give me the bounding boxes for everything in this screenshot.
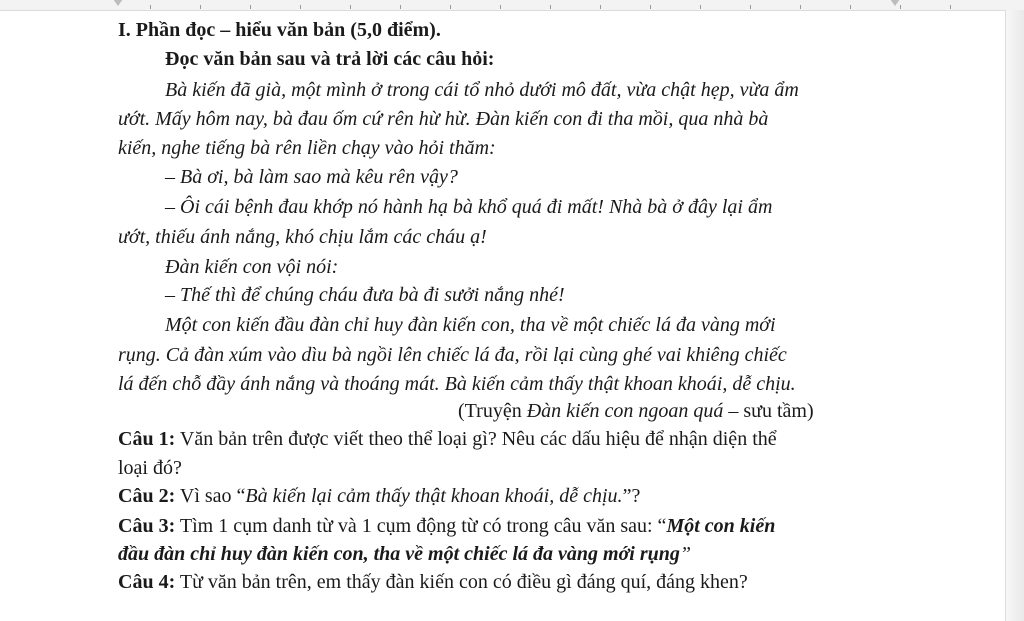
- ruler-tick: [600, 5, 601, 9]
- source-open: (Truyện: [458, 400, 527, 422]
- question-3-prefix: Tìm 1 cụm danh từ và 1 cụm động từ có trong câu văn sau: “: [175, 515, 667, 537]
- question-4-text: Từ văn bản trên, em thấy đàn kiến con có điều gì đáng quí, đáng khen?: [175, 571, 748, 593]
- question-2: [118, 483, 640, 509]
- question-3-label: Câu 3:: [118, 515, 176, 537]
- section-title: I. Phần đọc – hiểu văn bản (5,0 điểm).: [118, 19, 441, 41]
- ruler-tick: [200, 5, 201, 9]
- ruler-tick: [350, 5, 351, 9]
- passage-line: ướt. Mấy hôm nay, bà đau ốm cứ rên hừ hừ. Đàn kiến con đi tha mồi, qua nhà bà: [118, 108, 769, 130]
- ruler-tick: [950, 5, 951, 9]
- question-3-suffix: ”: [679, 543, 692, 565]
- vertical-scrollbar[interactable]: [1005, 10, 1024, 621]
- passage-line: ướt, thiếu ánh nắng, khó chịu lắm các cháu ạ!: [118, 226, 487, 248]
- passage-line: – Thế thì để chúng cháu đưa bà đi sưởi nắng nhé!: [165, 284, 565, 306]
- passage-line: – Bà ơi, bà làm sao mà kêu rên vậy?: [165, 166, 458, 188]
- passage-line: kiến, nghe tiếng bà rên liền chạy vào hỏi thăm:: [118, 137, 496, 159]
- passage-line: Bà kiến đã già, một mình ở trong cái tổ nhỏ dưới mô đất, vừa chật hẹp, vừa ẩm: [165, 79, 799, 101]
- ruler-tick: [450, 5, 451, 9]
- passage-line: – Ôi cái bệnh đau khớp nó hành hạ bà khổ quá đi mất! Nhà bà ở đây lại ẩm: [165, 196, 773, 218]
- ruler-tick: [400, 5, 401, 9]
- ruler-tick: [750, 5, 751, 9]
- question-3-quote-start: Một con kiến: [666, 515, 776, 537]
- indent-marker-icon[interactable]: [113, 0, 123, 6]
- question-1-text: Văn bản trên được viết theo thể loại gì? Nêu các dấu hiệu để nhận diện thể: [175, 428, 777, 450]
- question-1-label: Câu 1:: [118, 428, 176, 450]
- question-4-label: Câu 4:: [118, 571, 176, 593]
- ruler-tick: [300, 5, 301, 9]
- question-3: [118, 513, 775, 539]
- ruler-tick: [250, 5, 251, 9]
- ruler-tick: [850, 5, 851, 9]
- passage-line: lá đến chỗ đầy ánh nắng và thoáng mát. Bà kiến cảm thấy thật khoan khoái, dễ chịu.: [118, 373, 796, 395]
- question-3-continuation: [118, 541, 691, 567]
- ruler-tick: [150, 5, 151, 9]
- instruction-heading: Đọc văn bản sau và trả lời các câu hỏi:: [165, 48, 495, 70]
- question-4: [118, 569, 748, 595]
- ruler-tick: [700, 5, 701, 9]
- document-page[interactable]: [0, 10, 1005, 621]
- ruler-tick: [900, 5, 901, 9]
- question-1-continuation: loại đó?: [118, 457, 182, 479]
- question-1: [118, 426, 777, 452]
- source-citation: [458, 398, 814, 424]
- question-2-quote: Bà kiến lại cảm thấy thật khoan khoái, dễ chịu.: [245, 485, 623, 507]
- ruler-tick: [500, 5, 501, 9]
- ruler-tick: [650, 5, 651, 9]
- question-2-prefix: Vì sao “: [175, 485, 246, 507]
- source-close: – sưu tầm): [723, 400, 814, 422]
- ruler-tick: [800, 5, 801, 9]
- passage-line: rụng. Cả đàn xúm vào dìu bà ngồi lên chiếc lá đa, rồi lại cùng ghé vai khiêng chiếc: [118, 344, 787, 366]
- question-2-label: Câu 2:: [118, 485, 176, 507]
- question-2-suffix: ”?: [622, 485, 641, 507]
- ruler-tick: [550, 5, 551, 9]
- source-title: Đàn kiến con ngoan quá: [526, 400, 724, 422]
- question-3-quote-end: đầu đàn chỉ huy đàn kiến con, tha về một chiếc lá đa vàng mới rụng: [118, 543, 680, 565]
- right-indent-marker-icon[interactable]: [890, 0, 900, 6]
- passage-line: Đàn kiến con vội nói:: [165, 256, 339, 278]
- passage-line: Một con kiến đầu đàn chỉ huy đàn kiến con, tha về một chiếc lá đa vàng mới: [165, 314, 776, 336]
